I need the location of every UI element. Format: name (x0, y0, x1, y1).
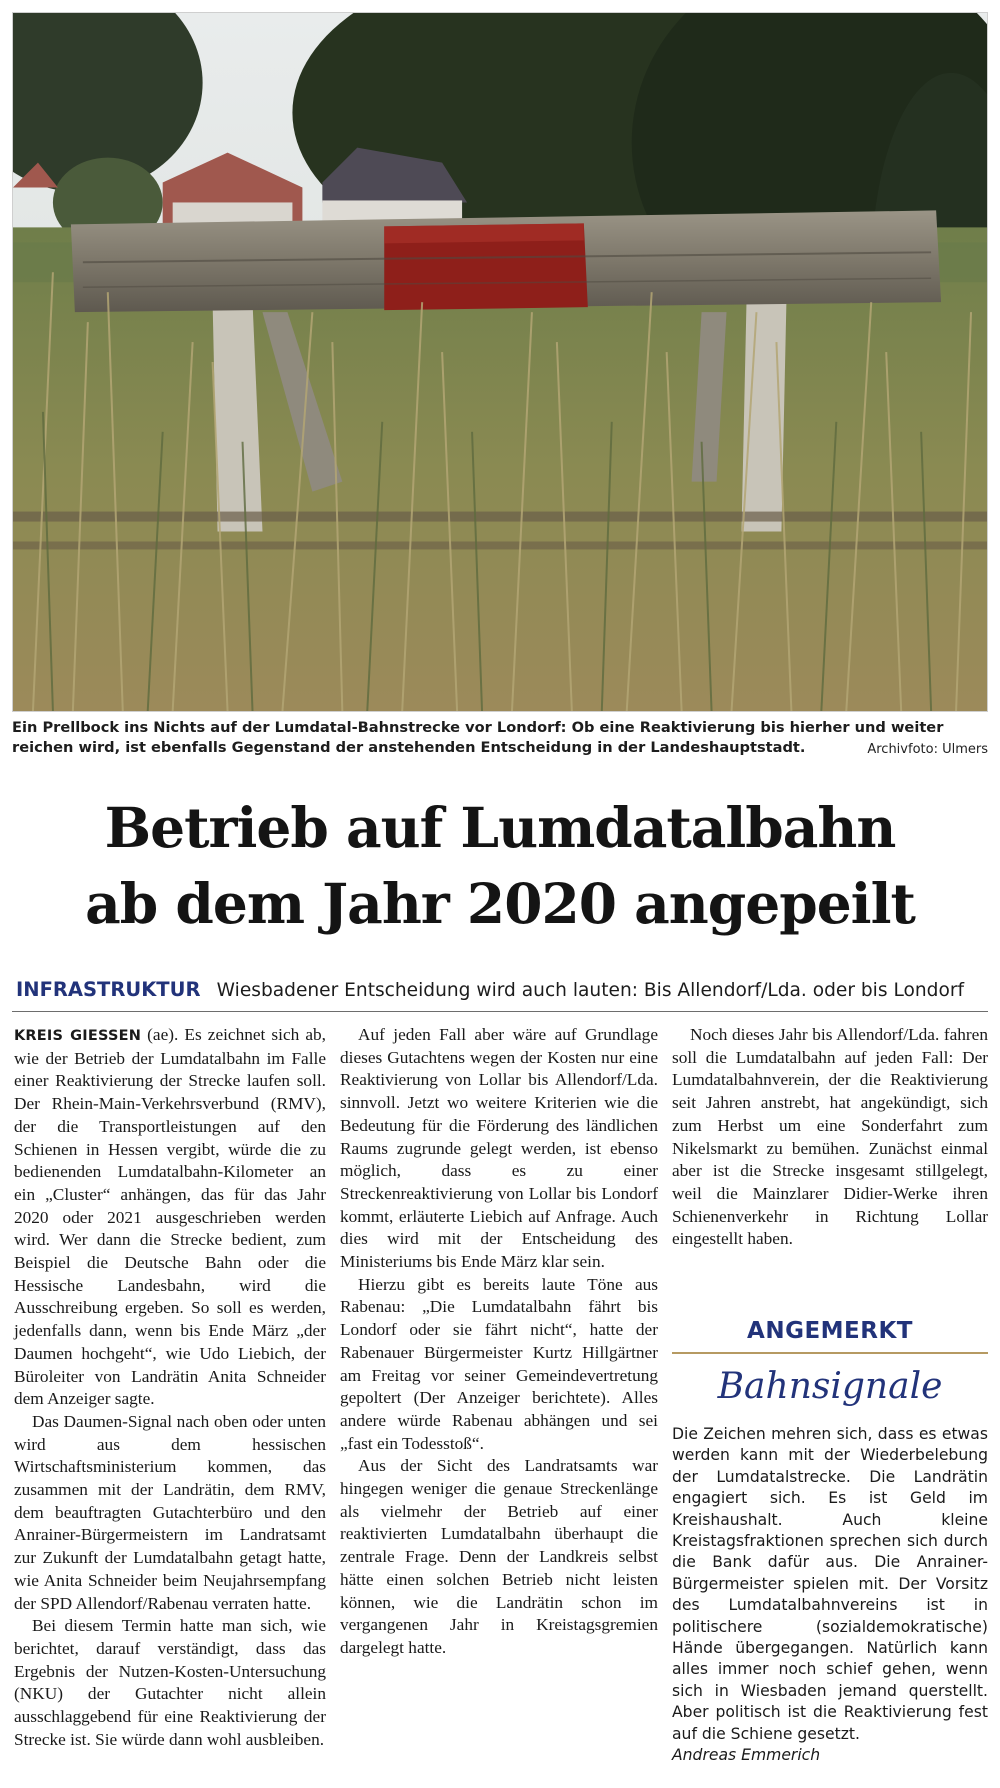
kicker-tag: INFRASTRUKTUR (16, 978, 201, 1001)
commentary-text: Die Zeichen mehren sich, dass es etwas werden kann mit der Wiederbelebung der Lumdatalstrecke. Die Landrätin engagiert sich. Es ist Geld im Kreishaushalt. Auch kleine Kreistagsfraktionen sprechen sich durch die Bank dafür aus. Die Anrainer-Bürgermeister spielen mit. Der Vorsitz des Lumdatalbahnvereins ist in politischere (sozialdemokratische) Hände übergegangen. Natürlich kann alles immer noch schief gehen, wenn sich in Wiesbaden jemand querstellt. Aber politisch ist die Reaktivierung fest auf die Schiene gesetzt. (672, 1425, 988, 1743)
commentary-author: Andreas Emmerich (672, 1746, 821, 1765)
commentary-label: ANGEMERKT (747, 1318, 913, 1344)
photo-credit: Archivfoto: Ulmers (867, 742, 988, 757)
commentary-box (672, 1316, 988, 1767)
buffer-stop-image (13, 13, 987, 711)
article-paragraph: Auf jeden Fall aber wäre auf Grundlage dieses Gutachtens wegen der Kosten nur eine Reaktivierung von Lollar bis Allendorf/Lda. sinnvoll. Jetzt wo weitere Kriterien wie die Bedeutung für die Förderung des ländlichen Raums zugrunde gelegt werden, ist ebenso möglich, dass es zu einer Streckenreaktivierung von Lollar bis Londorf kommt, erläuterte Liebich auf Anfrage. Auch dies wird mit der Entscheidung des Ministeriums bis Ende März klar sein. (340, 1025, 658, 1272)
article-paragraph (14, 1024, 326, 1411)
article-paragraph: Das Daumen-Signal nach oben oder unten wird aus dem hessischen Wirtschaftsministerium kommen, das zusammen mit der Landrätin, dem RMV, dem beauftragten Gutachterbüro und den Anrainer-Bürgermeistern im Landratsamt zur Zukunft der Lumdatalbahn getagt hatte, wie Anita Schneider beim Neujahrsempfang der SPD Allendorf/Rabenau verraten hatte. (14, 1411, 326, 1613)
lead-text: (ae). Es zeichnet sich ab, wie der Betrieb der Lumdatalbahn im Falle einer Reaktivierung der Strecke laufen soll. Der Rhein-Main-Verkehrsverbund (RMV), der die Transportleistungen auf den Schienen in Hessen vergibt, würde die zu bedienenden Lumdatalbahn-Kilometer an ein „Cluster“ anhängen, das für das Jahr 2020 oder 2021 ausgeschrieben werden wird. Wer dann die Strecke bedient, zum Beispiel die Deutsche Bahn oder die Hessische Landesbahn, wird die Ausschreibung ergeben. So soll es werden, jedenfalls dann, wenn bis Ende März „der Daumen hochgeht“, wie Udo Liebich, der Büroleiter von Landrätin Anita Schneider dem Anzeiger sagte. (14, 1025, 326, 1409)
photo-caption: Ein Prellbock ins Nichts auf der Lumdatal-Bahnstrecke vor Londorf: Ob eine Reaktivierung bis hierher und weiter reichen wird, ist ebenfalls Gegenstand der anstehenden Entscheidung in der Landeshauptstadt. (12, 719, 944, 756)
headline-line-2: ab dem Jahr 2020 angepeilt (85, 871, 915, 936)
article-column-1 (14, 1024, 326, 1752)
divider (12, 1011, 988, 1012)
kicker (12, 976, 988, 1005)
article-column-2 (340, 1024, 658, 1660)
article-photo (12, 12, 988, 712)
headline (12, 790, 988, 942)
article-paragraph: Bei diesem Termin hatte man sich, wie berichtet, darauf verständigt, dass das Ergebnis der Nutzen-Kosten-Untersuchung (NKU) der Gutachter nicht allein ausschlaggebend für eine Reaktivierung der Strecke ist. Sie würde dann wohl ausbleiben. (14, 1616, 326, 1749)
article-column-3 (672, 1024, 988, 1251)
article-paragraph: Hierzu gibt es bereits laute Töne aus Rabenau: „Die Lumdatalbahn fährt bis Londorf oder sie fährt nicht“, hatte der Rabenauer Bürgermeister Kurtz Hillgärtner am Freitag vor seiner Gemeindevertretung gepoltert (Der Anzeiger berichtete). Alles andere würde Rabenau abhängen und sei „fast ein Todesstoß“. (340, 1274, 658, 1453)
kicker-subline: Wiesbadener Entscheidung wird auch lauten: Bis Allendorf/Lda. oder bis Londorf (216, 980, 965, 1001)
article-paragraph: Aus der Sicht des Landratsamts war hingegen weniger die genaue Streckenlänge als vielmehr der Betrieb auf einer reaktivierten Lumdatalbahn überhaupt die zentrale Frage. Denn der Landkreis selbst hätte einen solchen Betrieb nicht leisten können, wie die Landrätin schon im vergangenen Jahr in Kreistagsgremien dargelegt hatte. (340, 1456, 658, 1657)
commentary-rule (672, 1352, 988, 1354)
dateline: KREIS GIESSEN (14, 1028, 142, 1044)
headline-line-1: Betrieb auf Lumdatalbahn (104, 795, 896, 860)
commentary-title: Bahnsignale (717, 1366, 943, 1407)
article-paragraph: Noch dieses Jahr bis Allendorf/Lda. fahren soll die Lumdatalbahn auf jeden Fall: Der Lumdatalbahnverein, der die Reaktivierung seit Jahren anstrebt, hat angekündigt, sich zum Herbst um eine Sonderfahrt zum Nikelsmarkt zu bemühen. Zunächst einmal aber ist die Strecke insgesamt stillgelegt, weil die Mainzlarer Didier-Werke ihren Schienenverkehr in Richtung Lollar eingestellt haben. (672, 1025, 988, 1249)
